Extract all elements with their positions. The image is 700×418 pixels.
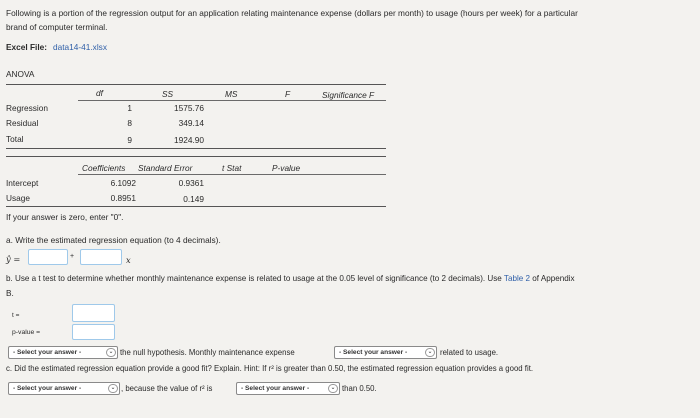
anova-row-df: 8 (127, 118, 132, 128)
anova-title: ANOVA (6, 69, 35, 79)
t-stat-input[interactable] (72, 304, 115, 322)
anova-row-df: 9 (127, 135, 132, 145)
y-hat-label: ŷ = (6, 254, 21, 264)
anova-row-label: Residual (6, 118, 39, 128)
chevron-down-icon: ⌄ (328, 384, 338, 393)
anova-header-df: df (96, 88, 103, 98)
coef-top-rule (6, 156, 386, 157)
chevron-down-icon: ⌄ (106, 348, 116, 357)
anova-header-rule (78, 100, 386, 101)
part-c-because-text: , because the value of r² is (121, 384, 213, 393)
zero-note: If your answer is zero, enter "0". (6, 212, 124, 222)
anova-header-f: F (285, 89, 291, 99)
anova-top-rule (6, 84, 386, 85)
p-value-label: p-value = (12, 329, 41, 336)
part-c-prompt: c. Did the estimated regression equation provide a good fit? Explain. Hint: If r² is greater than 0.50, the estimated regression equation provides a good fit. (6, 364, 534, 373)
anova-row-df: 1 (127, 103, 132, 113)
chevron-down-icon: ⌄ (108, 384, 118, 393)
relationship-select[interactable]: - Select your answer - ⌄ (334, 346, 437, 359)
slope-input[interactable] (80, 249, 122, 265)
anova-row-label: Regression (6, 103, 48, 113)
anova-header-sigf: Significance F (322, 90, 375, 100)
coef-row-coefficient: 6.1092 (110, 178, 136, 188)
anova-header-ms: MS (225, 89, 238, 99)
good-fit-select[interactable]: - Select your answer - ⌄ (8, 382, 120, 395)
coef-row-std-error: 0.149 (183, 194, 204, 204)
anova-header-ss: SS (162, 89, 174, 99)
coef-header-t-stat: t Stat (222, 163, 242, 173)
excel-file-label: Excel File: (6, 42, 48, 52)
coef-bottom-rule (6, 206, 386, 207)
part-b-text: b. Use a t test to determine whether monthly maintenance expense is related to usage at the 0.05 level of significance (to 2 decimals). Use (6, 274, 502, 283)
coef-header-coefficients: Coefficients (82, 163, 126, 173)
part-b-text-end: of Appendix (532, 274, 575, 283)
chevron-down-icon: ⌄ (425, 348, 435, 357)
coef-header-std-error: Standard Error (138, 163, 193, 173)
p-value-input[interactable] (72, 324, 115, 340)
intro-line-1: Following is a portion of the regression output for an application relating maintenance expense (dollars per month) to usage (hours per week) for a particular (6, 8, 578, 18)
anova-row-label: Total (6, 134, 24, 144)
anova-row-ss: 349.14 (178, 118, 204, 128)
table-2-link[interactable]: Table 2 (503, 274, 531, 283)
anova-row-ss: 1924.90 (174, 135, 204, 145)
anova-row-ss: 1575.76 (174, 103, 204, 113)
coef-row-std-error: 0.9361 (178, 178, 204, 188)
coef-header-p-value: P-value (272, 163, 301, 173)
coef-row-coefficient: 0.8951 (110, 193, 136, 203)
intro-line-2: brand of computer terminal. (6, 22, 108, 32)
coef-header-rule (78, 174, 386, 175)
x-variable: x (126, 255, 131, 265)
t-label: t = (12, 312, 20, 319)
coef-row-label: Usage (6, 193, 30, 203)
intercept-input[interactable] (28, 249, 68, 265)
part-b-line-2: B. (6, 288, 14, 298)
part-c-end-text: than 0.50. (342, 384, 377, 393)
excel-file-link[interactable]: data14-41.xlsx (53, 42, 107, 52)
plus-sign: + (70, 253, 75, 260)
part-b-prompt (6, 274, 575, 283)
part-b-end-text: related to usage. (440, 348, 499, 357)
coef-row-label: Intercept (6, 178, 39, 188)
part-b-mid-text: the null hypothesis. Monthly maintenance expense (120, 348, 295, 357)
part-a-prompt: a. Write the estimated regression equation (to 4 decimals). (6, 235, 221, 245)
hypothesis-decision-select[interactable]: - Select your answer - ⌄ (8, 346, 118, 359)
anova-bottom-rule (6, 148, 386, 149)
r-squared-comparison-select[interactable]: - Select your answer - ⌄ (236, 382, 340, 395)
